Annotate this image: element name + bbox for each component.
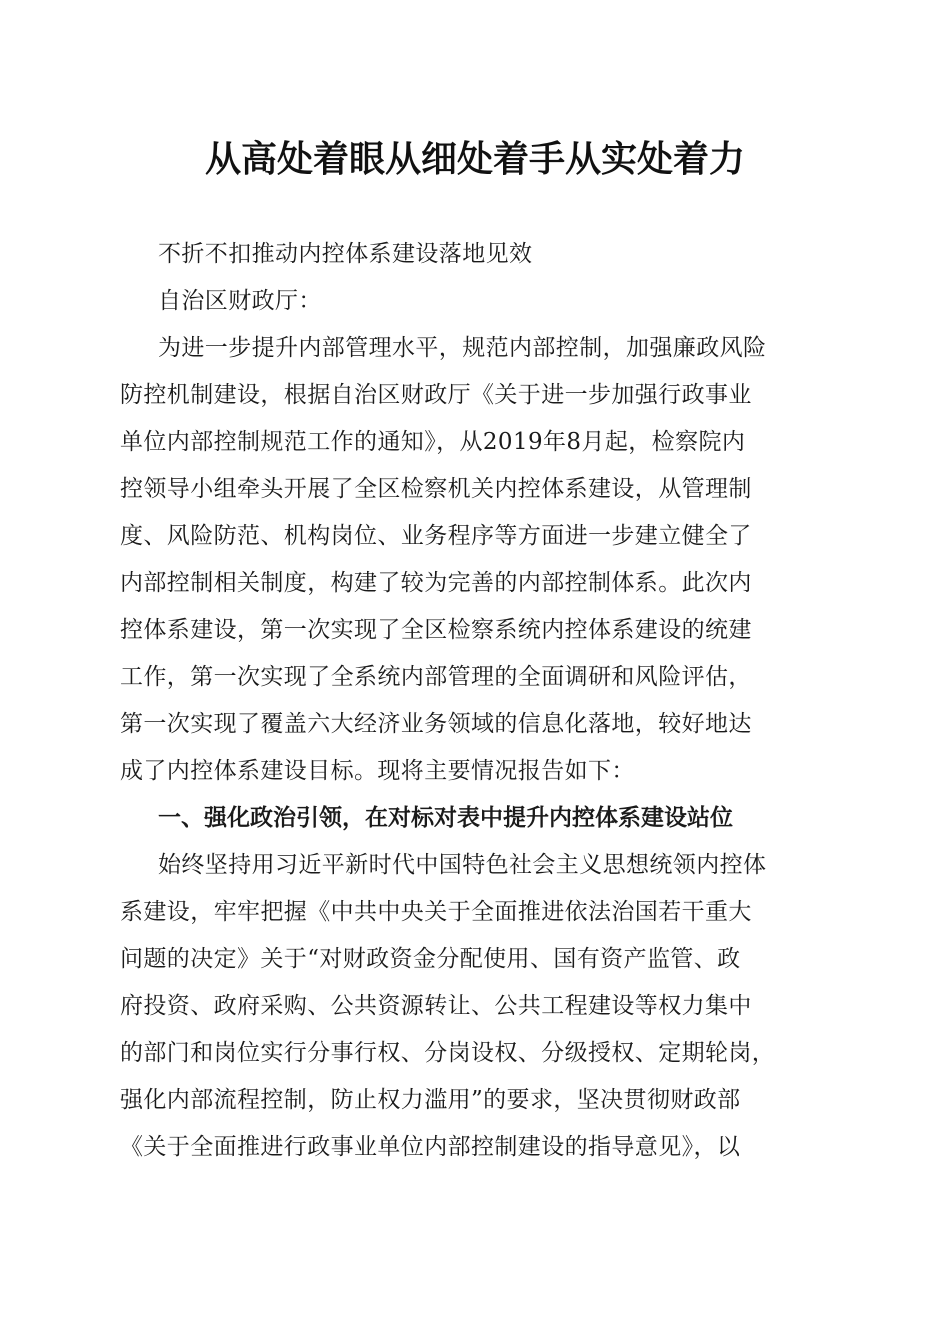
paragraph-line: 始终坚持用习近平新时代中国特色社会主义思想统领内控体	[158, 852, 767, 878]
paragraph-line: 强化内部流程控制，防止权力滥用”的要求，坚决贯彻财政部	[120, 1087, 741, 1113]
paragraph-line: 控领导小组牵头开展了全区检察机关内控体系建设，从管理制	[120, 476, 752, 502]
paragraph-line: 问题的决定》关于“对财政资金分配使用、国有资产监管、政	[120, 946, 741, 972]
paragraph-line: 为进一步提升内部管理水平，规范内部控制，加强廉政风险	[158, 335, 767, 361]
paragraph-line: 度、风险防范、机构岗位、业务程序等方面进一步建立健全了	[120, 523, 752, 549]
paragraph-line: 的部门和岗位实行分事行权、分岗设权、分级授权、定期轮岗，	[120, 1040, 776, 1066]
paragraph-line: 防控机制建设，根据自治区财政厅《关于进一步加强行政事业	[120, 382, 752, 408]
paragraph-line: 《关于全面推进行政事业单位内部控制建设的指导意见》，以	[120, 1134, 741, 1160]
paragraph-intro	[120, 325, 832, 795]
paragraph-line: 控体系建设，第一次实现了全区检察系统内控体系建设的统建	[120, 617, 752, 643]
section-heading-1: 一、强化政治引领，在对标对表中提升内控体系建设站位	[158, 805, 733, 831]
paragraph-line: 第一次实现了覆盖六大经济业务领域的信息化落地，较好地达	[120, 711, 752, 737]
document-title: 从高处着眼从细处着手从实处着力	[204, 139, 745, 180]
addressee: 自治区财政厅：	[158, 288, 322, 314]
paragraph-line: 成了内控体系建设目标。现将主要情况报告如下：	[120, 758, 635, 784]
paragraph-line: 系建设，牢牢把握《中共中央关于全面推进依法治国若干重大	[120, 899, 752, 925]
paragraph-line: 工作，第一次实现了全系统内部管理的全面调研和风险评估，	[120, 664, 752, 690]
paragraph-line: 单位内部控制规范工作的通知》，从2019年8月起，检察院内	[120, 429, 746, 455]
paragraph-line: 内部控制相关制度，构建了较为完善的内部控制体系。此次内	[120, 570, 752, 596]
document-body	[120, 231, 832, 1171]
paragraph-section-1	[120, 842, 832, 1171]
document-subtitle: 不折不扣推动内控体系建设落地见效	[158, 241, 533, 267]
paragraph-line: 府投资、政府采购、公共资源转让、公共工程建设等权力集中	[120, 993, 752, 1019]
